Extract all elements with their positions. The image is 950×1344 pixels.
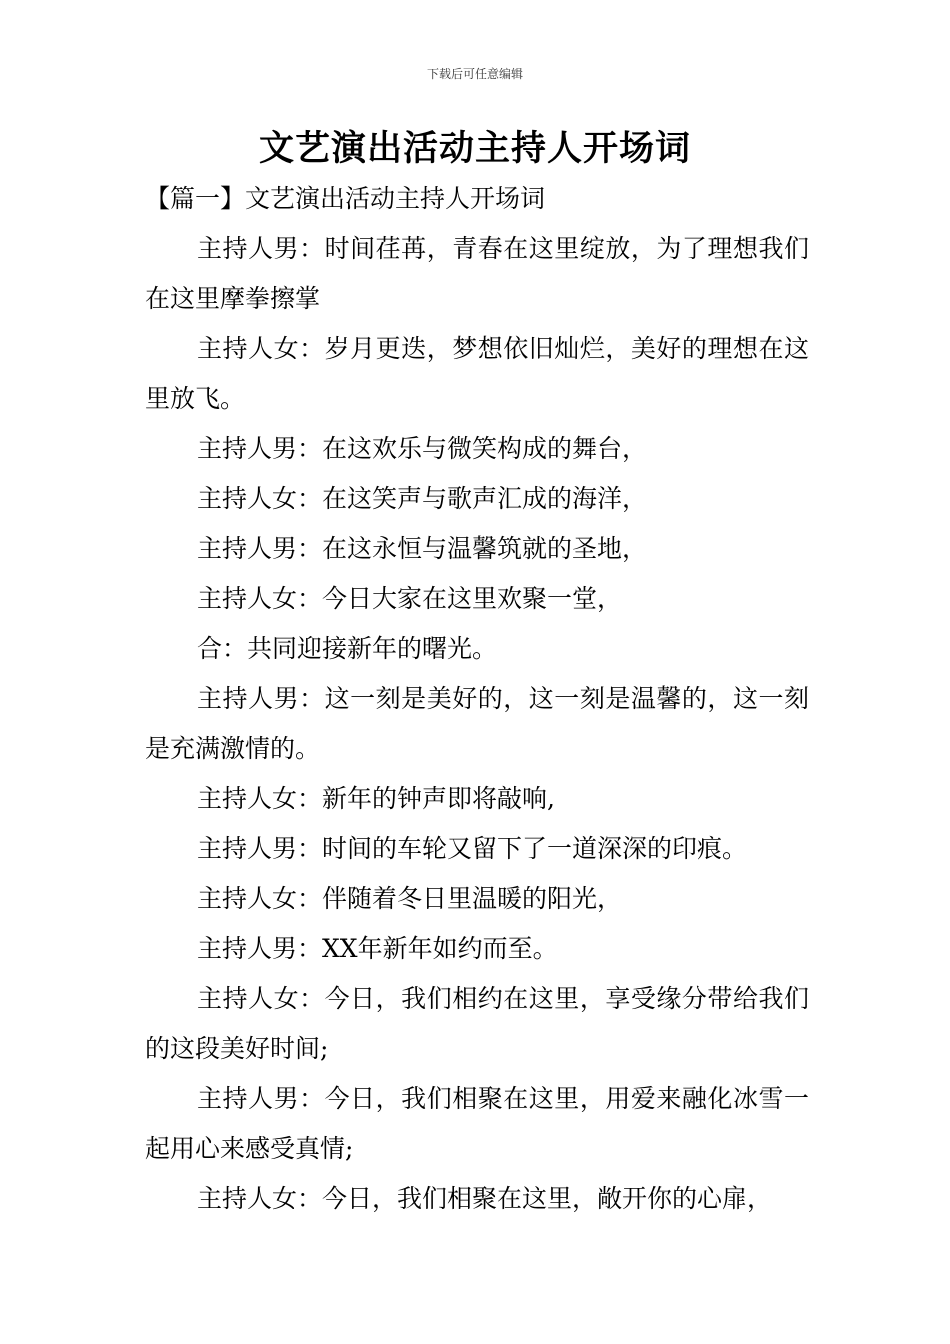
- paragraph: 主持人男：今日，我们相聚在这里，用爱来融化冰雪一起用心来感受真情;: [145, 1084, 809, 1163]
- paragraph: 合：共同迎接新年的曙光。: [197, 634, 498, 663]
- paragraph: 主持人女：伴随着冬日里温暖的阳光，: [197, 884, 623, 913]
- paragraph: 主持人男：在这永恒与温馨筑就的圣地，: [197, 534, 648, 563]
- paragraph: 主持人男：时间的车轮又留下了一道深深的印痕。: [197, 834, 748, 863]
- paragraph: 主持人男：在这欢乐与微笑构成的舞台，: [197, 434, 648, 463]
- document-body: [145, 174, 809, 1224]
- paragraph: 主持人女：在这笑声与歌声汇成的海洋，: [197, 484, 648, 513]
- header-note: 下载后可任意编辑: [426, 67, 523, 81]
- paragraph: 主持人女：今日，我们相聚在这里，敞开你的心扉，: [197, 1184, 773, 1213]
- paragraph: 主持人女：岁月更迭，梦想依旧灿烂，美好的理想在这里放飞。: [145, 334, 809, 413]
- paragraph: 主持人女：今日，我们相约在这里，享受缘分带给我们的这段美好时间;: [145, 984, 809, 1063]
- paragraph: 主持人女：新年的钟声即将敲响,: [197, 784, 555, 813]
- paragraph: 主持人女：今日大家在这里欢聚一堂，: [197, 584, 623, 613]
- paragraph: 主持人男：XX年新年如约而至。: [197, 934, 558, 963]
- paragraph: 主持人男：这一刻是美好的，这一刻是温馨的，这一刻是充满激情的。: [145, 684, 809, 763]
- document-title: 文艺演出活动主持人开场词: [258, 128, 691, 169]
- paragraph: 主持人男：时间荏苒，青春在这里绽放，为了理想我们在这里摩拳擦掌: [145, 234, 809, 313]
- section-heading: 【篇一】文艺演出活动主持人开场词: [145, 184, 546, 213]
